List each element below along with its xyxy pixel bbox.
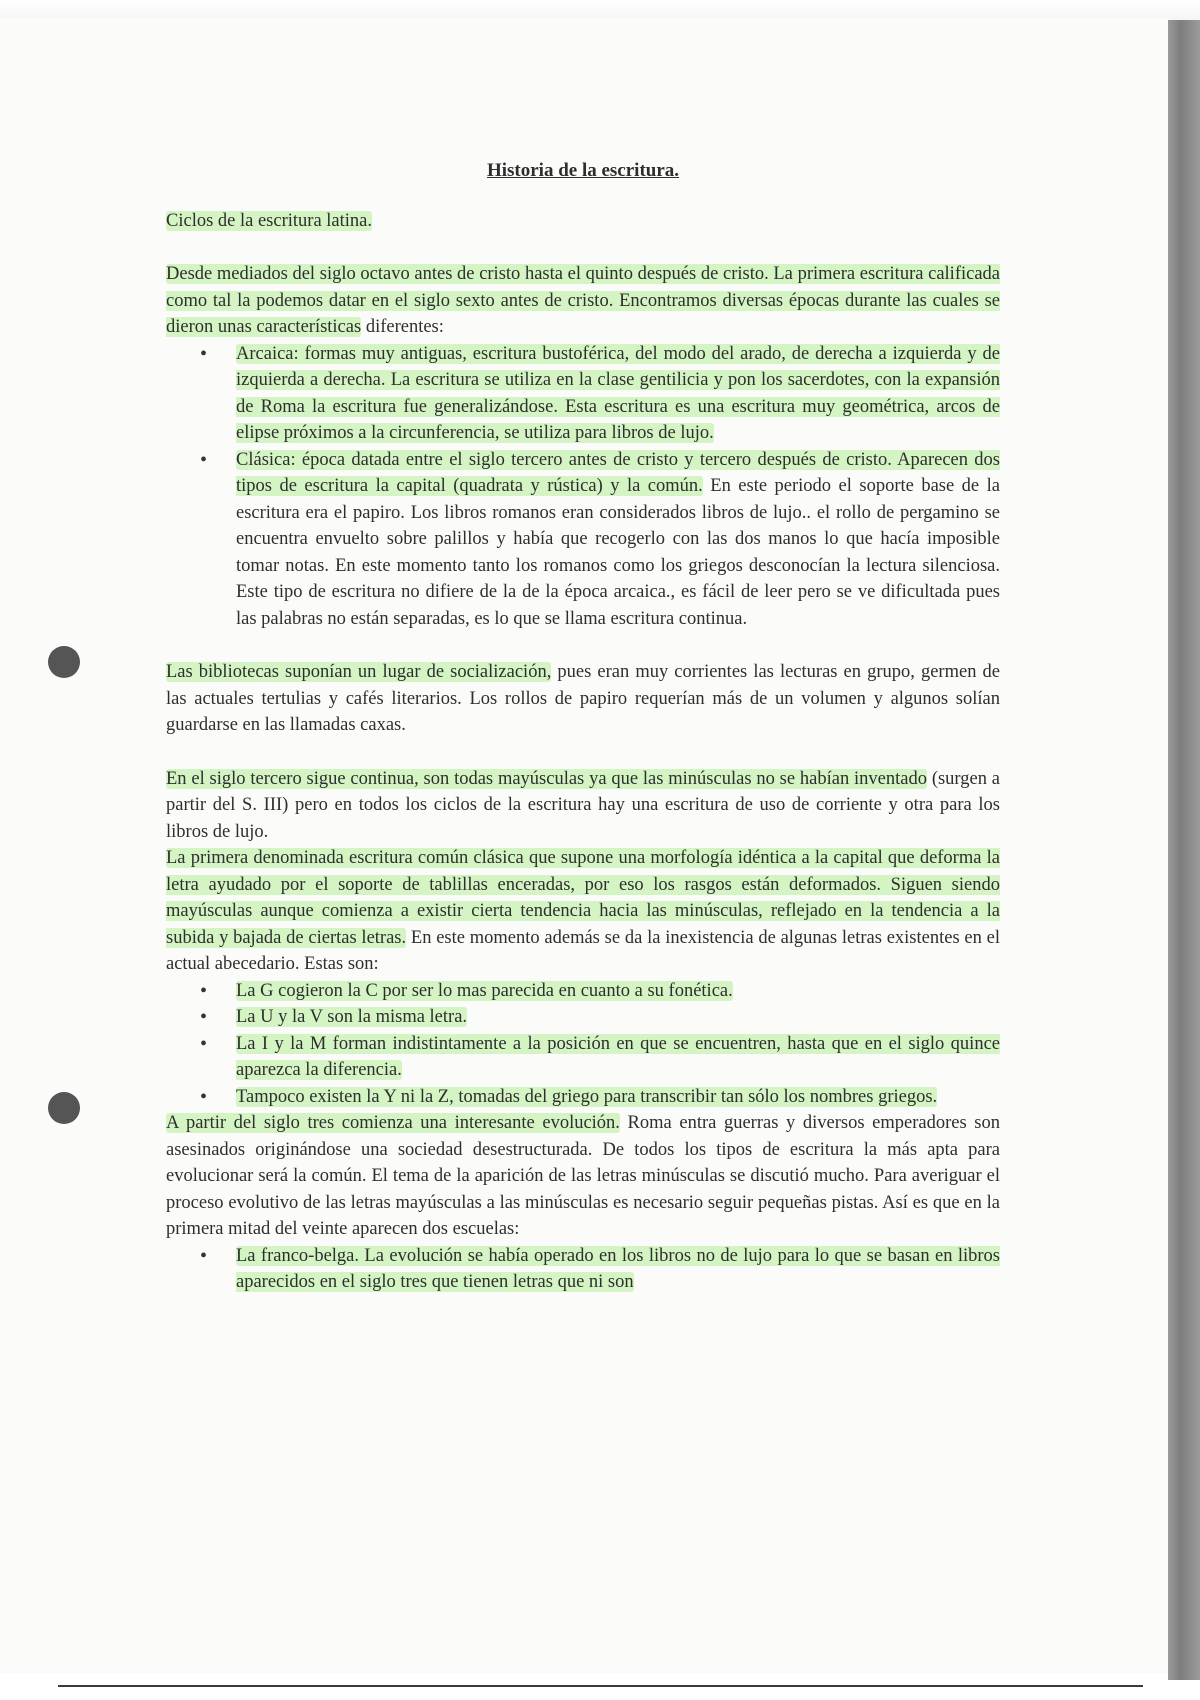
list-item (236, 447, 1000, 633)
intro-paragraph (166, 261, 1000, 341)
bottom-rule (58, 1685, 1143, 1687)
plain-text: (surgen a partir del S. III) pero en todos los ciclos de la escritura hay una escritura de uso de corriente y otra para los libros de lujo. (166, 768, 1001, 842)
plain-text: diferentes: (361, 317, 444, 337)
highlighted-text: Las bibliotecas suponían un lugar de socialización, (166, 662, 552, 682)
letters-list (166, 978, 1000, 1111)
list-item (236, 1031, 1000, 1084)
plain-text: En este periodo el soporte base de la escritura era el papiro. Los libros romanos eran considerados libros de lujo.. el rollo de pergamino se encuentra envuelto sobre palillos y había que recogerlo con las dos manos lo que hacía imposible tomar notas. En este momento tanto los romanos como los griegos desconocían la lectura silenciosa. Este tipo de escritura no difiere de la de la época arcaica., es fácil de leer pero se ve dificultada pues las palabras no están separadas, es lo que se llama escritura continua. (236, 476, 1000, 629)
list-item (236, 1004, 1000, 1031)
highlighted-text: Ciclos de la escritura latina. (166, 210, 372, 231)
evolution-paragraph (166, 1110, 1000, 1243)
punch-hole (48, 646, 80, 678)
highlighted-text: Desde mediados del siglo octavo antes de cristo hasta el quinto después de cristo. La primera escritura calificada como tal la podemos datar en el siglo sexto antes de cristo. Encontramos diversas épocas durante las cuales se dieron unas características (166, 264, 1000, 337)
libraries-paragraph (166, 659, 1000, 739)
epochs-list (166, 341, 1000, 633)
document-title: Historia de la escritura. (486, 160, 680, 181)
schools-list (166, 1243, 1000, 1296)
section-heading (166, 208, 1000, 235)
highlighted-text: La U y la V son la misma letra. (236, 1007, 468, 1027)
highlighted-text: Clásica: época datada entre el siglo tercero antes de cristo y tercero después de cristo. Aparecen dos tipos de escritura la capital (quadrata y rústica) y la común. (236, 449, 1000, 496)
scan-right-shadow (1168, 20, 1200, 1680)
highlighted-text: La I y la M forman indistintamente a la posición en que se encuentren, hasta que en el siglo quince aparezca la diferencia. (236, 1033, 1000, 1080)
document-body (166, 150, 1000, 1296)
highlighted-text: La primera denominada escritura común clásica que supone una morfología idéntica a la capital que deforma la letra ayudado por el soporte de tablillas enceradas, por eso los rasgos están deformados. Siguen siendo mayúsculas aunque comienza a existir cierta tendencia hacia las minúsculas, reflejado en la tendencia a la subida y bajada de ciertas letras. (166, 848, 1000, 948)
punch-hole (48, 1092, 80, 1124)
highlighted-text: Arcaica: formas muy antiguas, escritura bustoférica, del modo del arado, de derecha a izquierda y de izquierda a derecha. La escritura se utiliza en la clase gentilicia y pon los sacerdotes, con la expansión de Roma la escritura fue generalizándose. Esta escritura es una escritura muy geométrica, arcos de elipse próximos a la circunferencia, se utiliza para libros de lujo. (236, 343, 1000, 443)
highlighted-text: La franco-belga. La evolución se había operado en los libros no de lujo para lo que se basan en libros aparecidos en el siglo tres que tienen letras que ni son (236, 1245, 1000, 1292)
plain-text: pues eran muy corrientes las lecturas en grupo, germen de las actuales tertulias y cafés literarios. Los rollos de papiro requerían más de un volumen y algunos solían guardarse en las llamadas caxas. (166, 662, 1000, 735)
common-classic-paragraph (166, 845, 1000, 978)
list-item (236, 341, 1000, 447)
highlighted-text: En el siglo tercero sigue continua, son todas mayúsculas ya que las minúsculas no se habían inventado (166, 768, 927, 789)
list-item (236, 1084, 1000, 1111)
list-item (236, 1243, 1000, 1296)
plain-text: En este momento además se da la inexistencia de algunas letras existentes en el actual abecedario. Estas son: (166, 927, 1001, 974)
third-century-paragraph (166, 766, 1000, 846)
list-item (236, 978, 1000, 1005)
highlighted-text: La G cogieron la C por ser lo mas parecida en cuanto a su fonética. (236, 980, 733, 1001)
highlighted-text: Tampoco existen la Y ni la Z, tomadas del griego para transcribir tan sólo los nombres griegos. (236, 1086, 938, 1107)
highlighted-text: A partir del siglo tres comienza una interesante evolución. (166, 1113, 620, 1133)
plain-text: Roma entra guerras y diversos emperadores son asesinados originándose una sociedad desestructurada. De todos los tipos de escritura la más apta para evolucionar será la común. El tema de la aparición de las letras minúsculas se discutió mucho. Para averiguar el proceso evolutivo de las letras mayúsculas a las minúsculas es necesario seguir pequeñas pistas. Así es que en la primera mitad del veinte aparecen dos escuelas: (166, 1113, 1000, 1239)
